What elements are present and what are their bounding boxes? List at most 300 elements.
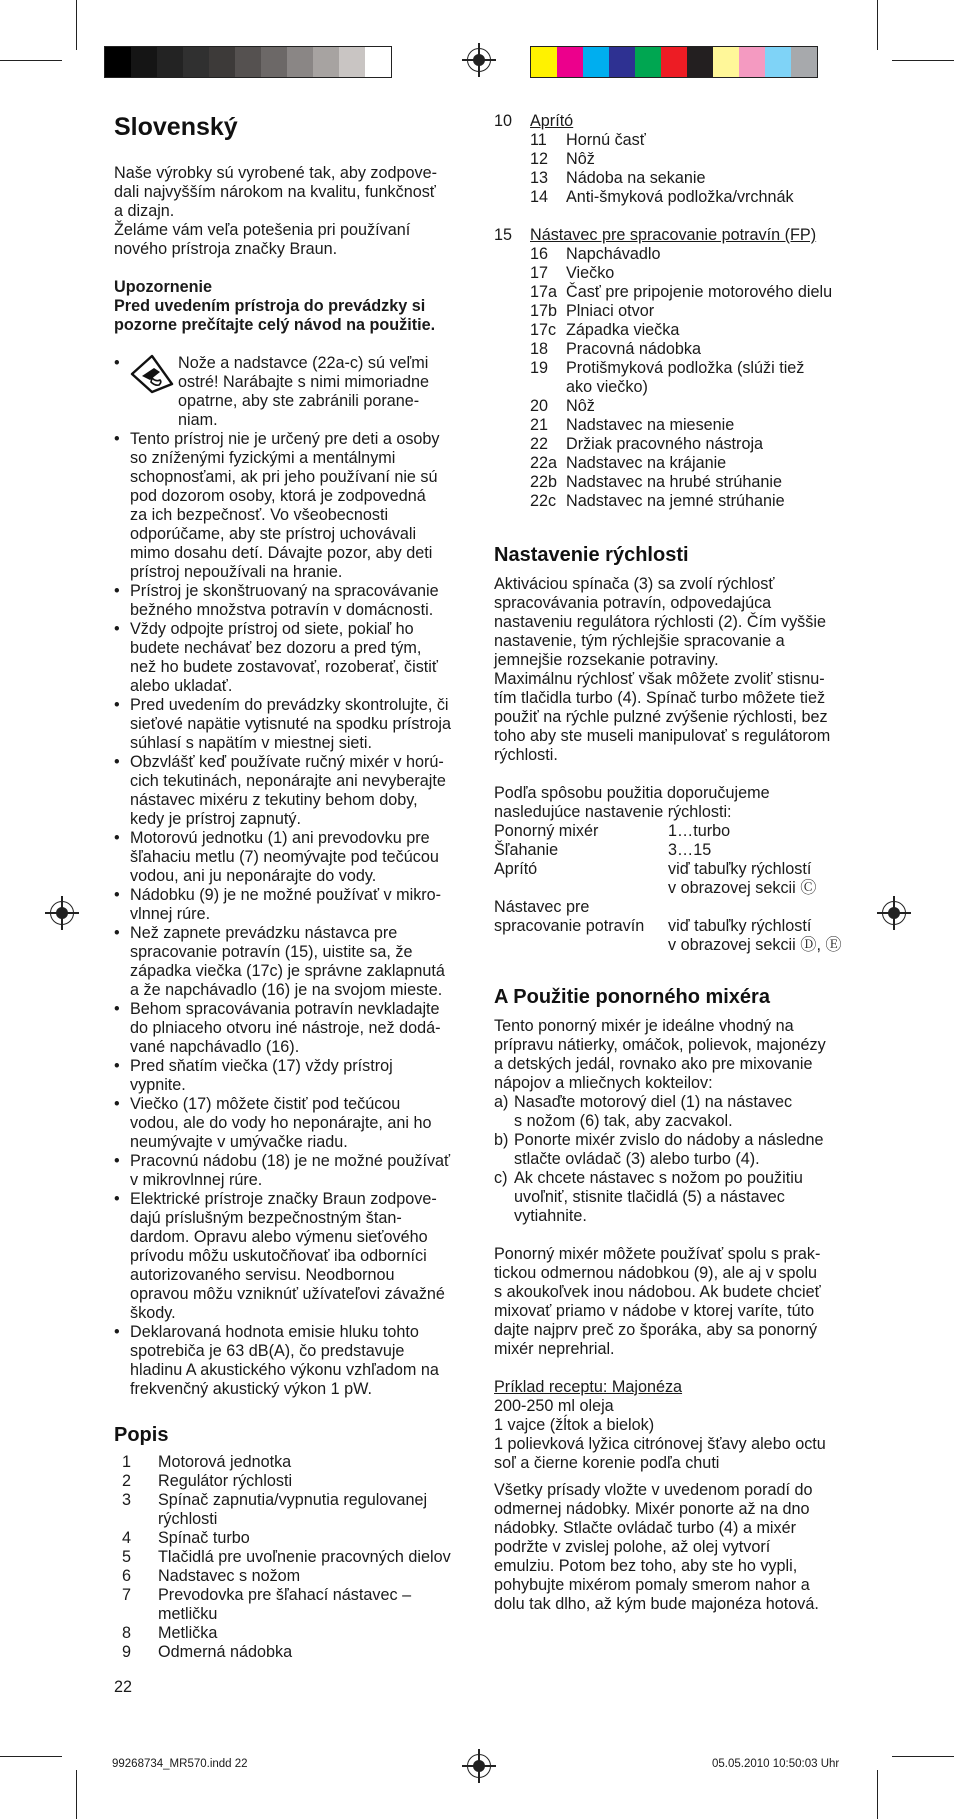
text-line: niam. [178, 411, 218, 429]
list-item [494, 416, 854, 435]
list-item [494, 1093, 854, 1131]
list-item [114, 582, 466, 620]
list-number: 14 [530, 188, 549, 206]
text-line: nádobky. Stlačte ovládač turbo (4) a mixér [494, 1519, 797, 1537]
recipe-title: Príklad receptu: Majonéza [494, 1378, 683, 1396]
text-line: opatrne, aby ste zabránili porane- [178, 392, 420, 410]
text-line: Pracovnú nádobu (18) je ne možné používať [130, 1152, 451, 1170]
list-number: 17c [530, 321, 557, 339]
list-item-text [566, 359, 804, 397]
text-line: Tlačidlá pre uvoľnenie pracovných dielov [158, 1548, 451, 1566]
text-line: súhlasí s napätím v miestnej sieti. [130, 734, 373, 752]
list-item [114, 886, 466, 924]
list-item-text [514, 1169, 803, 1226]
text-line: alebo ukladať. [130, 677, 233, 695]
text-line: Motorová jednotka [158, 1453, 292, 1471]
list-item [114, 753, 466, 829]
list-item [494, 245, 854, 264]
text-line: Nadstavec s nožom [158, 1567, 301, 1585]
text-line: Všetky prísady vložte v uvedenom poradí do [494, 1481, 813, 1499]
list-number: 1 [122, 1453, 132, 1471]
text-line: cich tekutinách, neponárajte ani nevyberajte [130, 772, 446, 790]
mixer-paragraph [494, 1245, 854, 1359]
text-line: 200-250 ml oleja [494, 1397, 614, 1415]
text-line: Nadstavec na hrubé strúhanie [566, 473, 782, 491]
registration-mark-icon [467, 1754, 491, 1778]
list-item [494, 397, 854, 416]
bullet-icon: • [114, 1323, 120, 1341]
bullet-icon: • [114, 829, 120, 847]
text-line: vodou, ani ju neponárajte do vody. [130, 867, 377, 885]
text-line: rýchlosti. [494, 746, 558, 764]
list-item-text [130, 1323, 466, 1399]
text-line: odporúčame, aby ste prístroj uchovávali [130, 525, 417, 543]
text-line: Viečko [566, 264, 615, 282]
warning-text [114, 297, 466, 335]
color-swatch [739, 47, 765, 77]
text-line: Pracovná nádobka [566, 340, 701, 358]
bullet-icon: • [114, 1000, 120, 1018]
text-line: Prevodovka pre šľahací nástavec – [158, 1586, 412, 1604]
text-line: vodou, ale do vody ho neponárajte, ani ho [130, 1114, 432, 1132]
list-item-text [130, 1190, 466, 1323]
list-item [114, 1548, 466, 1567]
list-item [494, 1169, 854, 1226]
text-line: mixovať priamo v nádobe v ktorej varíte, túto [494, 1302, 815, 1320]
list-item-text [566, 264, 614, 283]
text-line: metličku [158, 1605, 218, 1623]
color-swatch [713, 47, 739, 77]
text-line: Nadstavec na jemné strúhanie [566, 492, 785, 510]
registration-mark-icon [467, 48, 491, 72]
color-swatch [235, 47, 261, 77]
list-number: 17a [530, 283, 558, 301]
list-item: 15 Nástavec pre spracovanie potravín (FP) [494, 226, 817, 244]
color-swatch [157, 47, 183, 77]
list-item-text [566, 245, 661, 264]
text-line: dolu tak dlho, až kým bude majonéza hotová. [494, 1595, 819, 1613]
text-line: frekvenčný akustický výkon 1 pW. [130, 1380, 373, 1398]
list-item [114, 1190, 466, 1323]
text-line: opravou môžu vzniknúť užívateľovi závažné [130, 1285, 445, 1303]
speed-table-mode: Ponorný mixér [494, 822, 599, 840]
text-line: soľ a čierne korenie podľa chuti [494, 1454, 720, 1472]
speed-table-mode: spracovanie potravín [494, 917, 645, 935]
list-item [114, 1529, 466, 1548]
list-item-text [566, 150, 595, 169]
text-line: Obzvlášť keď používate ručný mixér v horú- [130, 753, 444, 771]
text-line: Maximálnu rýchlosť však môžete zvoliť stisnu- [494, 670, 825, 688]
list-item-text [566, 169, 706, 188]
list-number: 17 [530, 264, 549, 282]
text-line: nového prístroja značky Braun. [114, 240, 338, 258]
sharp-blade-warning-icon [130, 354, 174, 394]
text-line: nastaveniu regulátora rýchlosti (2). Čím vyššie [494, 613, 826, 631]
text-line: neumývajte v umývačke riadu. [130, 1133, 348, 1151]
list-number: 7 [122, 1586, 132, 1604]
list-item-text [514, 1131, 824, 1169]
text-line: Nadstavec na miesenie [566, 416, 735, 434]
text-line: a detských jedál, rovnako ako pre mixovanie [494, 1055, 813, 1073]
list-item [114, 620, 466, 696]
list-item [114, 1491, 466, 1529]
text-line: tím tlačidla turbo (4). Spínač turbo môžete tiež [494, 689, 826, 707]
right-column [494, 112, 854, 1614]
bullet-icon: • [114, 1095, 120, 1113]
text-line: mixér neprehrial. [494, 1340, 615, 1358]
text-line: Vždy odpojte prístroj od siete, pokiaľ ho [130, 620, 414, 638]
text-line: Nasaďte motorový diel (1) na nástavec [514, 1093, 793, 1111]
text-line: spotrebiča je 63 dB(A), čo predstavuje [130, 1342, 405, 1360]
intro-paragraph [114, 164, 466, 259]
list-item-text [130, 924, 466, 1000]
text-line: Protišmyková podložka (slúži tiež [566, 359, 805, 377]
list-number: 2 [122, 1472, 132, 1490]
text-line: 1 polievková lyžica citrónovej šťavy alebo octu [494, 1435, 826, 1453]
registration-mark-icon [50, 901, 74, 925]
list-letter: b) [494, 1131, 509, 1149]
text-line: pod dozorom osoby, ktorá je zodpovedná [130, 487, 426, 505]
color-swatch [339, 47, 365, 77]
speed-table-setting: v obrazovej sekcii Ⓒ [668, 879, 817, 897]
list-item: • Nože a nadstavce (22a-c) sú veľmi ostré! Narábajte s nimi mimoriadne opatrne, aby ste zabránili porane- niam. [114, 354, 430, 429]
text-line: Nože a nadstavce (22a-c) sú veľmi [178, 354, 429, 372]
text-line: nástavec mixéru z tekutiny behom doby, [130, 791, 418, 809]
text-line: v mikrovlnnej rúre. [130, 1171, 263, 1189]
text-line: Podľa spôsobu použitia doporučujeme [494, 784, 770, 802]
list-item-text [566, 397, 595, 416]
text-line: stlačte ovládač (3) alebo turbo (4). [514, 1150, 760, 1168]
list-item-text [130, 1095, 466, 1152]
list-item [114, 1057, 466, 1095]
list-item-text [566, 492, 785, 511]
list-item-text [566, 321, 679, 340]
text-line: pozorne prečítajte celý návod na použitie. [114, 316, 436, 334]
list-number: 12 [530, 150, 549, 168]
list-number: 9 [122, 1643, 132, 1661]
list-item-text [158, 1586, 411, 1624]
text-line: podržte v zvislej polohe, až olej vytvorí [494, 1538, 771, 1556]
list-item [494, 473, 854, 492]
text-line: odmernej nádobky. Mixér ponorte až na dno [494, 1500, 810, 1518]
text-line: Odmerná nádobka [158, 1643, 293, 1661]
text-line: schopnosťami, ak pri jeho používaní nie sú [130, 468, 438, 486]
list-item [114, 1567, 466, 1586]
text-line: nasledujúce nastavenie rýchlosti: [494, 803, 732, 821]
text-line: Ponorte mixér zvislo do nádoby a následne [514, 1131, 824, 1149]
warning-heading: Upozornenie [114, 278, 213, 296]
list-item-text [158, 1491, 427, 1529]
recipe-ingredients [494, 1397, 854, 1473]
text-line: Želáme vám veľa potešenia pri používaní [114, 221, 411, 239]
list-number: 6 [122, 1567, 132, 1585]
text-line: vlnnej rúre. [130, 905, 211, 923]
mixer-steps [494, 1093, 854, 1226]
speed-table-setting: v obrazovej sekcii Ⓓ, Ⓔ [668, 936, 842, 954]
text-line: Než zapnete prevádzku nástavca pre [130, 924, 398, 942]
text-line: 1 vajce (žĺtok a bielok) [494, 1416, 655, 1434]
section-title-speed: Nastavenie rýchlosti [494, 544, 689, 566]
list-item-text [566, 188, 794, 207]
list-item [494, 131, 854, 150]
list-item-text [566, 283, 832, 302]
color-swatch [183, 47, 209, 77]
text-line: emulziu. Potom bez toho, aby ste ho vypli, [494, 1557, 798, 1575]
color-swatch [105, 47, 131, 77]
text-line: vypnite. [130, 1076, 186, 1094]
speed-table-mode [494, 936, 668, 955]
text-line: Aktiváciou spínača (3) sa zvolí rýchlosť [494, 575, 775, 593]
text-line: s nožom (6) tak, aby zacvakol. [514, 1112, 733, 1130]
list-number: 5 [122, 1548, 132, 1566]
color-swatch [261, 47, 287, 77]
list-item-text [158, 1453, 291, 1472]
text-line: Nôž [566, 150, 595, 168]
recipe-instructions [494, 1481, 854, 1614]
color-swatch [583, 47, 609, 77]
list-item [114, 924, 466, 1000]
text-line: hladinu A akustického výkonu vzhľadom na [130, 1361, 439, 1379]
page-title: Slovenský [114, 113, 238, 141]
list-item [114, 1152, 466, 1190]
list-item-text [566, 473, 782, 492]
list-item-text [158, 1548, 451, 1567]
text-line: Prístroj je skonštruovaný na spracovávanie [130, 582, 439, 600]
page-number: 22 [114, 1678, 133, 1696]
text-line: Metlička [158, 1624, 218, 1642]
text-line: Pred uvedením prístroja do prevádzky si [114, 297, 426, 315]
speed-table-setting: 3…15 [668, 841, 712, 859]
list-item-text [566, 340, 701, 359]
bullet-icon: • [114, 1152, 120, 1170]
list-item-text [566, 435, 763, 454]
color-swatch [365, 47, 391, 77]
bullet-icon: • [114, 620, 120, 638]
text-line: Regulátor rýchlosti [158, 1472, 293, 1490]
text-line: toho aby ste museli manipulovať s regulátorom [494, 727, 831, 745]
list-number: 21 [530, 416, 549, 434]
text-line: mimo dosahu detí. Dávajte pozor, aby deti [130, 544, 433, 562]
list-item [494, 283, 854, 302]
bullet-icon: • [114, 1190, 120, 1208]
speed-paragraph [494, 575, 854, 765]
text-line: za ich bezpečnosť. Vo všeobecnosti [130, 506, 389, 524]
text-line: tickou odmernou nádobkou (9), ale aj v spolu [494, 1264, 818, 1282]
text-line: a že napchávadlo (16) je na svojom mieste. [130, 981, 443, 999]
text-line: Viečko (17) môžete čistiť pod tečúcou [130, 1095, 401, 1113]
text-line: pohybujte mixérom pomaly smerom nahor a [494, 1576, 810, 1594]
list-item [494, 169, 854, 188]
list-item [114, 1643, 466, 1662]
list-item-text [130, 886, 466, 924]
text-line: a dizajn. [114, 202, 175, 220]
text-line: Pred uvedením do prevádzky skontrolujte, či [130, 696, 449, 714]
registration-mark-icon [882, 901, 906, 925]
color-swatch [313, 47, 339, 77]
speed-table-setting: viď tabuľky rýchlostí [668, 917, 812, 935]
list-item [114, 1586, 466, 1624]
list-item [494, 188, 854, 207]
list-item [494, 264, 854, 283]
list-number: 8 [122, 1624, 132, 1642]
speed-table [494, 822, 854, 955]
list-item [494, 340, 854, 359]
text-line: Naše výrobky sú vyrobené tak, aby zodpove- [114, 164, 438, 182]
text-line: dajte najprv preč zo šporáka, aby sa ponorný [494, 1321, 818, 1339]
text-line: nastavenie, tým rýchlejšie spracovanie a [494, 632, 785, 650]
text-line: Nadstavec na krájanie [566, 454, 727, 472]
list-item-text [130, 1000, 466, 1057]
list-item-text [514, 1093, 792, 1131]
list-item-text [130, 829, 466, 886]
list-number: 18 [530, 340, 549, 358]
speed-table-setting: 1…turbo [668, 822, 731, 840]
list-number: 22a [530, 454, 558, 472]
footer-file-name: 99268734_MR570.indd 22 [112, 1758, 248, 1770]
text-line: Elektrické prístroje značky Braun zodpove- [130, 1190, 437, 1208]
bullet-icon: • [114, 753, 120, 771]
text-line: Časť pre pripojenie motorového dielu [566, 283, 833, 301]
speed-recommendation [494, 784, 854, 822]
bullet-icon: • [114, 582, 120, 600]
process-color-bar [530, 46, 818, 78]
list-item-text [566, 454, 726, 473]
grayscale-color-bar [104, 46, 392, 78]
list-item-text [130, 753, 466, 829]
left-column [114, 112, 466, 1697]
list-item [494, 435, 854, 454]
color-swatch [765, 47, 791, 77]
text-line: škody. [130, 1304, 176, 1322]
list-item [114, 1472, 466, 1491]
text-line: Plniaci otvor [566, 302, 655, 320]
color-swatch [791, 47, 817, 77]
list-item [114, 829, 466, 886]
list-letter: c) [494, 1169, 508, 1187]
color-swatch [209, 47, 235, 77]
text-line: spracovávania potravín, odpovedajúca [494, 594, 772, 612]
text-line: s akoukoľvek inou nádobou. Ak budete chcieť [494, 1283, 821, 1301]
speed-table-mode [494, 879, 668, 898]
list-item [494, 150, 854, 169]
list-item [114, 1000, 466, 1057]
list-number: 4 [122, 1529, 132, 1547]
text-line: vytiahnite. [514, 1207, 587, 1225]
list-item-text [130, 696, 466, 753]
text-line: rýchlosti [158, 1510, 218, 1528]
list-item-text [130, 1152, 466, 1190]
text-line: Deklarovaná hodnota emisie hluku tohto [130, 1323, 419, 1341]
text-line: spracovanie potravín (15), uistite sa, že [130, 943, 413, 961]
list-item: 10 Aprító [494, 112, 574, 130]
text-line: vané napchávadlo (16). [130, 1038, 300, 1056]
blade-warning-text [178, 354, 429, 430]
list-item-text [566, 416, 734, 435]
list-item [494, 1131, 854, 1169]
text-line: západka viečka (17c) je správne zaklapnutá [130, 962, 445, 980]
parts-list [114, 1453, 466, 1662]
list-number: 22c [530, 492, 557, 510]
text-line: ostré! Narábajte s nimi mimoriadne [178, 373, 430, 391]
bullet-icon: • [114, 886, 120, 904]
speed-table-setting [668, 898, 854, 917]
color-swatch [635, 47, 661, 77]
section-title-popis: Popis [114, 1424, 169, 1446]
text-line: dali najvyšším nárokom na kvalitu, funkčnosť [114, 183, 436, 201]
list-item-text [158, 1529, 250, 1548]
text-line: šľahaciu metlu (7) neomývajte pod tečúcou [130, 848, 439, 866]
color-swatch [661, 47, 687, 77]
color-swatch [557, 47, 583, 77]
text-line: Západka viečka [566, 321, 680, 339]
text-line: Anti-šmyková podložka/vrchnák [566, 188, 794, 206]
bullet-icon: • [114, 924, 120, 942]
text-line: Napchávadlo [566, 245, 661, 263]
list-item [114, 1453, 466, 1472]
text-line: dardom. Opravu alebo výmenu sieťového [130, 1228, 428, 1246]
text-line: Nádoba na sekanie [566, 169, 706, 187]
mixer-intro [494, 1017, 854, 1093]
list-item-text [158, 1472, 292, 1491]
text-line: bežného množstva potravín v domácnosti. [130, 601, 434, 619]
text-line: sieťové napätie vytisnuté na spodku prístroja [130, 715, 452, 733]
list-item [494, 454, 854, 473]
text-line: uvoľniť, stisnite tlačidlá (5) a nástavec [514, 1188, 785, 1206]
color-swatch [131, 47, 157, 77]
list-item [494, 321, 854, 340]
list-item-text [130, 1057, 466, 1095]
text-line: jemnejšie rozsekanie potraviny. [494, 651, 719, 669]
color-swatch [531, 47, 557, 77]
text-line: nápojov a mliečnych kokteilov: [494, 1074, 713, 1092]
speed-table-setting: viď tabuľky rýchlostí [668, 860, 812, 878]
text-line: Spínač zapnutia/vypnutia regulovanej [158, 1491, 428, 1509]
list-item-text [130, 620, 466, 696]
footer-timestamp: 05.05.2010 10:50:03 Uhr [712, 1758, 840, 1770]
list-item-text [130, 430, 466, 582]
text-line: než ho budete zostavovať, rozoberať, čistiť [130, 658, 438, 676]
list-number: 11 [530, 131, 547, 149]
text-line: prístroj nepoužívali na hranie. [130, 563, 343, 581]
speed-table-mode: Šľahanie [494, 841, 559, 859]
list-number: 19 [530, 359, 549, 377]
text-line: prípravu nátierky, omáčok, polievok, majonézy [494, 1036, 826, 1054]
text-line: kedy je prístroj zapnutý. [130, 810, 301, 828]
text-line: dajú príslušným bezpečnostným štan- [130, 1209, 402, 1227]
list-item [114, 430, 466, 582]
list-number: 16 [530, 245, 549, 263]
bullet-icon: • [114, 430, 120, 448]
text-line: Nôž [566, 397, 595, 415]
text-line: Tento prístroj nie je určený pre deti a osoby [130, 430, 440, 448]
list-item [114, 1323, 466, 1399]
list-number: 17b [530, 302, 558, 320]
list-item [114, 696, 466, 753]
list-item-text [566, 302, 654, 321]
text-line: Motorovú jednotku (1) ani prevodovku pre [130, 829, 430, 847]
section-title-mixer: A Použitie ponorného mixéra [494, 986, 770, 1008]
color-swatch [687, 47, 713, 77]
text-line: Držiak pracovného nástroja [566, 435, 764, 453]
list-number: 22 [530, 435, 549, 453]
speed-table-mode: Nástavec pre [494, 898, 590, 916]
list-item-text [158, 1643, 292, 1662]
text-line: Behom spracovávania potravín nevkladajte [130, 1000, 440, 1018]
text-line: budete nechávať bez dozoru a pred tým, [130, 639, 422, 657]
list-item-text [566, 131, 646, 150]
list-number: 22b [530, 473, 558, 491]
list-item [494, 359, 854, 397]
